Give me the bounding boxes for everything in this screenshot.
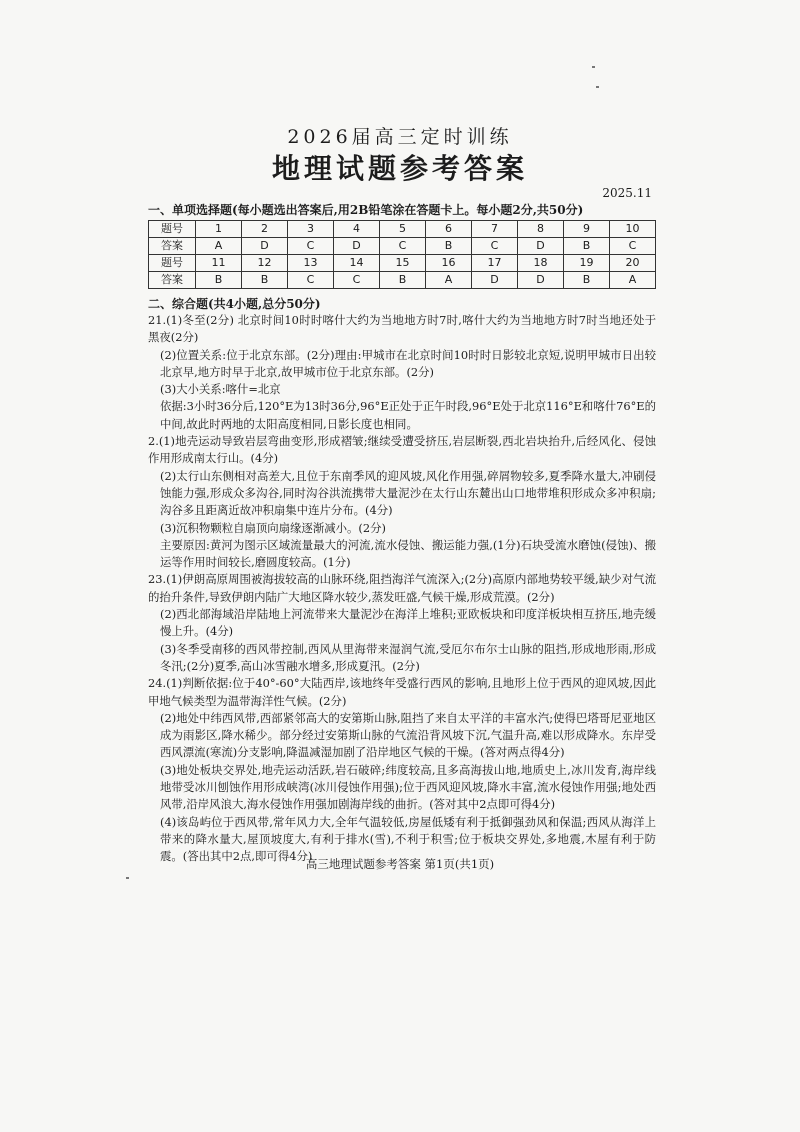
q22-line: (3)沉积物颗粒自扇顶向扇缘逐渐减小。(2分) <box>160 520 386 535</box>
q23-line: 23.(1)伊朗高原周围被海拔较高的山脉环绕,阻挡海洋气流深入;(2分)高原内部地势较平缓,缺少对气流的抬升条件,导致伊朗内陆广大地区降水较少,蒸发旺盛,气候干燥,形成荒漠。(2分) <box>148 572 656 604</box>
q24-line: (4)该岛屿位于西风带,常年风力大,全年气温较低,房屋低矮有利于抵御强劲风和保温;西风从海洋上带来的降水量大,屋顶坡度大,有利于排水(雪),不利于积雪;位于板块交界处,多地震,木屋有利于防震。(答出其中2点,即可得4分) <box>160 814 656 864</box>
q22-line: (2)太行山东侧相对高差大,且位于东南季风的迎风坡,风化作用强,碎屑物较多,夏季降水量大,冲刷侵蚀能力强,形成众多沟谷,同时沟谷洪流携带大量泥沙在太行山东麓出山口地带堆积形成众多冲积扇;沟谷多且距离近故冲积扇集中连片分布。(4分) <box>160 468 656 518</box>
q21-line: (2)位置关系:位于北京东部。(2分)理由:甲城市在北京时间10时时日影较北京短,说明甲城市日出较北京早,地方时早于北京,故甲城市位于北京东部。(2分) <box>160 347 656 379</box>
answer-title: 地理试题参考答案 <box>271 152 528 185</box>
q23-line: (3)冬季受南移的西风带控制,西风从里海带来湿润气流,受厄尔布尔士山脉的阻挡,形成地形雨,形成冬汛;(2分)夏季,高山冰雪融水增多,形成夏汛。(2分) <box>160 641 656 673</box>
page-footer: 高三地理试题参考答案 第1页(共1页) <box>305 857 495 871</box>
q21-line: (3)大小关系:喀什=北京 <box>160 382 281 397</box>
table-row: 题号 1 2 3 4 5 6 7 8 9 10 <box>149 221 656 238</box>
q24-line: (2)地处中纬西风带,西部紧邻高大的安第斯山脉,阻挡了来自太平洋的丰富水汽;使得巴塔哥尼亚地区成为雨影区,降水稀少。部分经过安第斯山脉的气流沿背风坡下沉,气温升高,难以形成降水。东岸受西风漂流(寒流)分支影响,降温减湿加剧了沿岸地区气候的干燥。(答对两点得4分) <box>160 710 656 760</box>
q22-line: 主要原因:黄河为图示区域流量最大的河流,流水侵蚀、搬运能力强,(1分)石块受流水磨蚀(侵蚀)、搬运等作用时间较长,磨圆度较高。(1分) <box>160 537 656 570</box>
table-row: 答案 A D C D C B C D B C <box>149 238 656 255</box>
q23-line: (2)西北部海域沿岸陆地上河流带来大量泥沙在海洋上堆积;亚欧板块和印度洋板块相互挤压,地壳缓慢上升。(4分) <box>160 607 656 639</box>
answer-table <box>148 220 656 289</box>
section-one <box>148 202 656 289</box>
q21-line: 21.(1)冬至(2分) 北京时间10时时喀什大约为当地地方时7时,喀什大约为当地地方时7时当地还处于黑夜(2分) <box>148 313 656 345</box>
section-one-heading: 一、单项选择题(每小题选出答案后,用2B铅笔涂在答题卡上。每小题2分,共50分) <box>148 203 584 217</box>
q22-line: 2.(1)地壳运动导致岩层弯曲变形,形成褶皱;继续受遭受挤压,岩层断裂,西北岩块抬升,后经风化、侵蚀作用形成南太行山。(4分) <box>148 434 656 466</box>
scan-speck <box>592 66 595 68</box>
scan-speck <box>126 877 129 879</box>
q24-line: (3)地处板块交界处,地壳运动活跃,岩石破碎;纬度较高,且多高海拔山地,地质史上,冰川发育,海岸线地带受冰川刨蚀作用形成峡湾(冰川侵蚀作用强);位于西风迎风坡,降水丰富,流水侵蚀作用强;地处西风带,沿岸风浪大,海水侵蚀作用强加剧海岸线的曲折。(答对其中2点即可得4分) <box>160 762 656 812</box>
scan-speck <box>596 86 599 88</box>
section-two <box>148 296 656 866</box>
exam-title: 2026届高三定时训练 <box>287 126 513 148</box>
q24-line: 24.(1)判断依据:位于40°-60°大陆西岸,该地终年受盛行西风的影响,且地形上位于西风的迎风坡,因此甲地气候类型为温带海洋性气候。(2分) <box>148 676 656 708</box>
section-two-heading: 二、综合题(共4小题,总分50分) <box>148 297 321 311</box>
table-row: 题号 11 12 13 14 15 16 17 18 19 20 <box>149 255 656 272</box>
date-label: 2025.11 <box>602 186 652 200</box>
q21-line: 依据:3小时36分后,120°E为13时36分,96°E正处于正午时段,96°E处于北京116°E和喀什76°E的中间,故此时两地的太阳高度相同,日影长度也相同。 <box>160 399 656 431</box>
table-row: 答案 B B C C B A D D B A <box>149 272 656 289</box>
